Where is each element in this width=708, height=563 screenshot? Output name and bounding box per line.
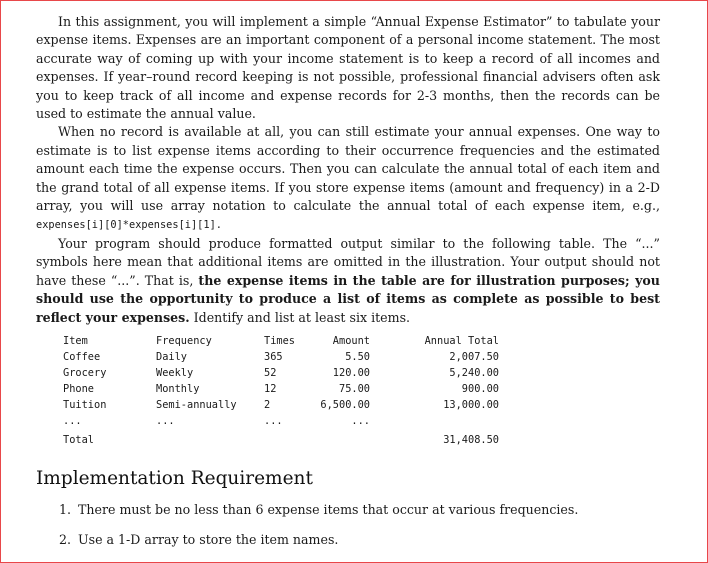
list-item-text: There must be no less than 6 expense items that occur at various frequencies.	[78, 501, 579, 517]
table-row-ellipsis	[63, 413, 499, 429]
cell-annual-total: 2,007.50	[449, 350, 499, 363]
requirements-list	[36, 501, 660, 549]
list-item-number: 1.	[58, 501, 71, 517]
document-content	[36, 13, 660, 561]
cell-amount: 75.00	[339, 382, 370, 395]
total-label: Total	[63, 433, 94, 446]
table-header-row	[63, 333, 499, 349]
list-item	[36, 501, 660, 519]
cell-item: Phone	[63, 382, 94, 395]
cell-annual-total	[415, 413, 499, 429]
list-item-number: 2.	[58, 531, 71, 547]
output-paragraph	[36, 235, 660, 327]
cell-annual-total: 5,240.00	[449, 366, 499, 379]
cell-annual-total: 13,000.00	[443, 398, 499, 411]
cell-item: ...	[63, 414, 82, 427]
array-notation-code: expenses[i][0]*expenses[i][1].	[36, 219, 222, 232]
cell-times: 365	[264, 350, 283, 363]
cell-times: 2	[264, 398, 271, 411]
output-paragraph-tail: Identify and list at least six items.	[193, 309, 411, 325]
total-value: 31,408.50	[443, 433, 499, 446]
column-gap	[370, 429, 415, 448]
header-times: Times	[264, 334, 295, 347]
column-gap	[370, 413, 415, 429]
intro-paragraph: In this assignment, you will implement a simple “Annual Expense Estimator” to tabulate your expense items. Expenses are an important component of a personal income statement. The most accurate way of coming up with your income statement is to keep a record of all incomes and expenses. If year–round record keeping is not possible, professional financial advisers often ask you to keep track of all income and expense records for 2-3 months, then the records can be used to estimate the annual value.	[36, 14, 660, 122]
cell-frequency: Semi-annually	[156, 398, 237, 411]
list-item	[36, 531, 660, 549]
cell-amount: 5.50	[345, 350, 370, 363]
column-gap	[370, 365, 415, 381]
column-gap	[370, 349, 415, 365]
header-item: Item	[63, 334, 88, 347]
table-row	[63, 381, 499, 397]
cell-amount: 120.00	[332, 366, 370, 379]
cell-frequency: ...	[156, 414, 175, 427]
column-gap	[370, 333, 415, 349]
cell-amount: ...	[351, 414, 370, 427]
cell-frequency: Daily	[156, 350, 187, 363]
estimate-paragraph-text: When no record is available at all, you can still estimate your annual expenses. One way to estimate is to list expense items according to their occurrence frequencies and the estimated amount each time the expense occurs. Then you can calculate the annual total of each item and the grand total of all expense items. If you store expense items (amount and frequency) in a 2-D array, you will use array notation to calculate the annual total of each expense item, e.g.,	[36, 124, 660, 214]
empty-cell	[156, 429, 264, 448]
empty-cell	[264, 429, 318, 448]
table-row	[63, 349, 499, 365]
cell-item: Tuition	[63, 398, 107, 411]
cell-times: 52	[264, 366, 277, 379]
cell-item: Coffee	[63, 350, 101, 363]
table-total-row	[63, 429, 499, 448]
cell-times: ...	[264, 414, 283, 427]
cell-times: 12	[264, 382, 277, 395]
cell-frequency: Weekly	[156, 366, 194, 379]
output-paragraph-text: Your program should produce formatted output similar to the following table. The “...” symbols here mean that additional items are omitted in the illustration. Your output should not have these “...”. That is,	[36, 235, 660, 288]
cell-item: Grocery	[63, 366, 107, 379]
header-annual-total: Annual Total	[424, 334, 499, 347]
header-frequency: Frequency	[156, 334, 212, 347]
empty-cell	[318, 429, 370, 448]
expense-table	[63, 333, 499, 448]
cell-amount: 6,500.00	[320, 398, 370, 411]
section-heading: Implementation Requirement	[36, 467, 313, 489]
illustration-emphasis: the expense items in the table are for illustration purposes; you should use the opportunity to produce a list of items as complete as possible to best reflect your expenses.	[36, 272, 660, 325]
table-row	[63, 365, 499, 381]
column-gap	[370, 397, 415, 413]
header-amount: Amount	[332, 334, 370, 347]
table-row	[63, 397, 499, 413]
list-item-text: Use a 1-D array to store the item names.	[78, 531, 339, 547]
column-gap	[370, 381, 415, 397]
cell-annual-total: 900.00	[461, 382, 499, 395]
estimate-paragraph	[36, 123, 660, 234]
cell-frequency: Monthly	[156, 382, 200, 395]
